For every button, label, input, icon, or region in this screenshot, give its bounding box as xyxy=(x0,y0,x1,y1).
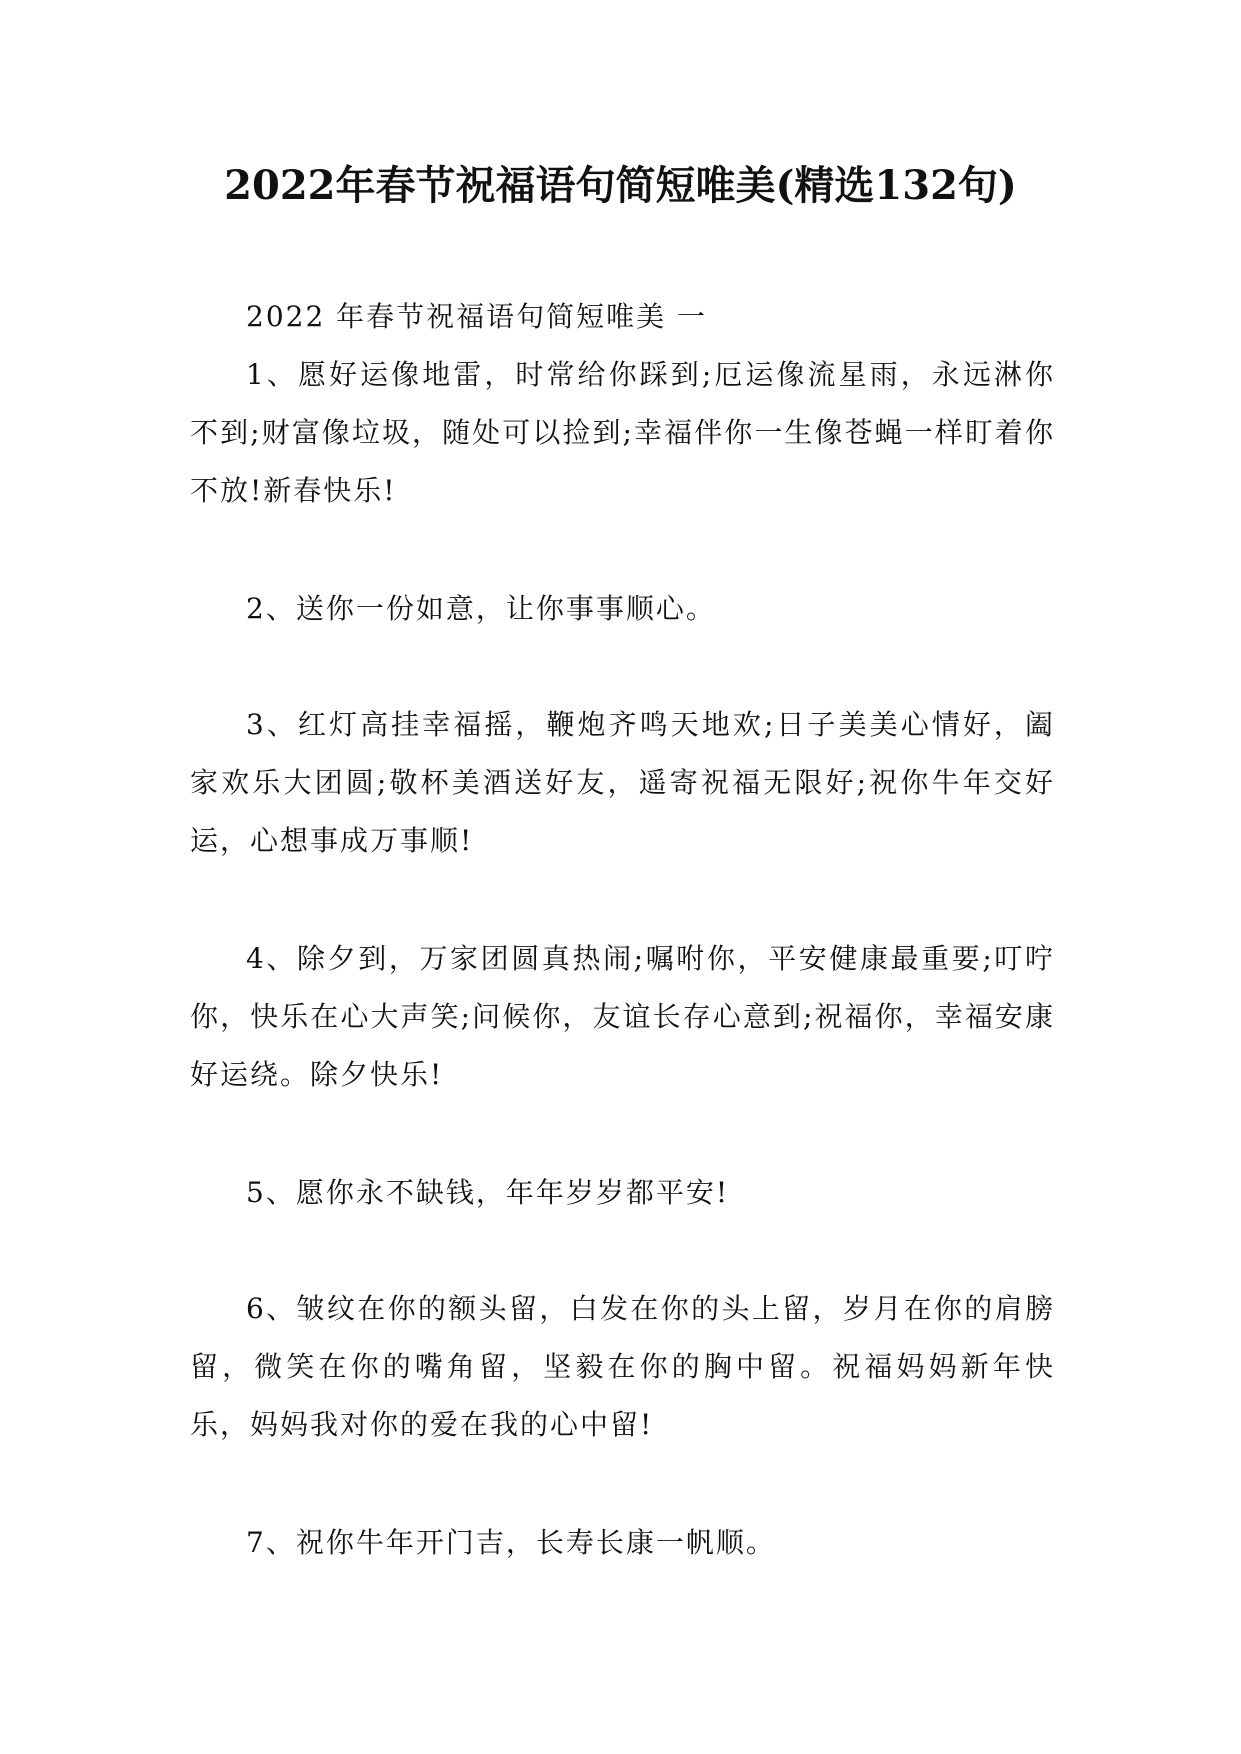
paragraph-3: 3、红灯高挂幸福摇，鞭炮齐鸣天地欢;日子美美心情好，阖家欢乐大团圆;敬杯美酒送好友，遥寄祝福无限好;祝你牛年交好运，心想事成万事顺! xyxy=(190,708,1055,857)
paragraph-2: 2、送你一份如意，让你事事顺心。 xyxy=(246,592,716,625)
paragraph-5: 5、愿你永不缺钱，年年岁岁都平安! xyxy=(246,1176,730,1209)
paragraph-4: 4、除夕到，万家团圆真热闹;嘱咐你，平安健康最重要;叮咛你，快乐在心大声笑;问候你，友谊长存心意到;祝福你，幸福安康好运绕。除夕快乐! xyxy=(190,942,1055,1091)
document-title: 2022年春节祝福语句简短唯美(精选132句) xyxy=(224,162,1017,209)
paragraph-1: 1、愿好运像地雷，时常给你踩到;厄运像流星雨，永远淋你不到;财富像垃圾，随处可以捡到;幸福伴你一生像苍蝇一样盯着你不放!新春快乐! xyxy=(190,358,1055,507)
section-heading: 2022 年春节祝福语句简短唯美 一 xyxy=(246,300,708,333)
paragraph-6: 6、皱纹在你的额头留，白发在你的头上留，岁月在你的肩膀留，微笑在你的嘴角留，坚毅在你的胸中留。祝福妈妈新年快乐，妈妈我对你的爱在我的心中留! xyxy=(190,1292,1055,1441)
paragraph-7: 7、祝你牛年开门吉，长寿长康一帆顺。 xyxy=(246,1526,776,1559)
